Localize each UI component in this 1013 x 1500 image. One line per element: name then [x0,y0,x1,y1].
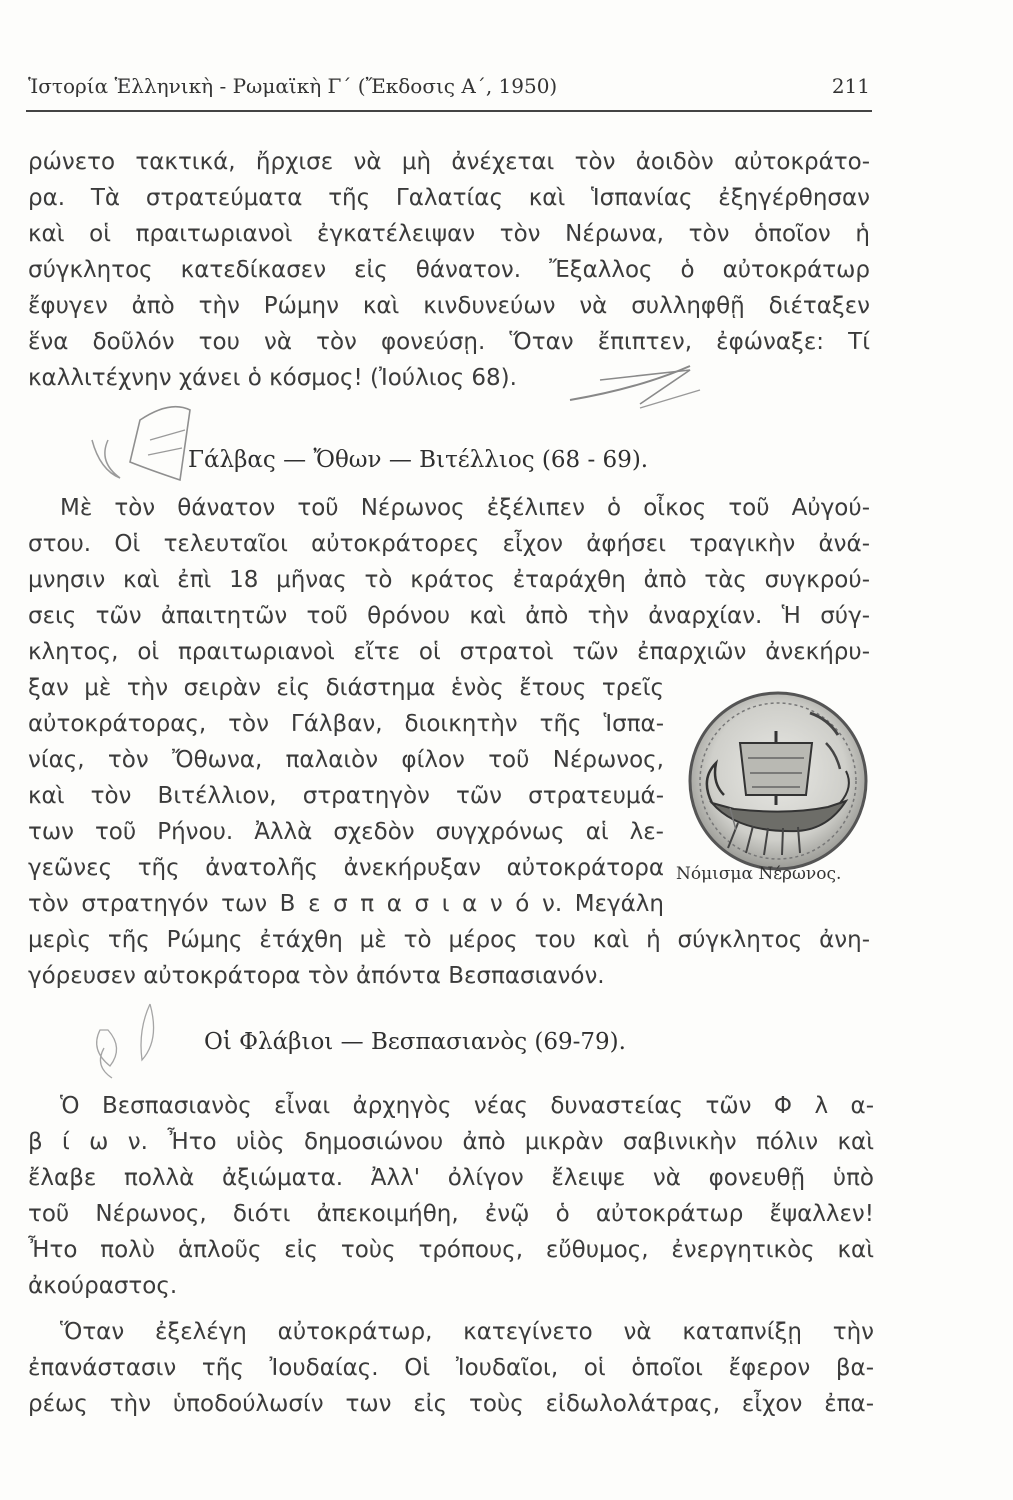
running-head-title: Ἱστορία Ἑλληνικὴ - Ρωμαϊκὴ Γ΄ (Ἔκδοσις Α΄, 1950) [28,74,558,98]
pencil-stroke [640,390,700,408]
text-line: ρώνετο τακτικά, ἤρχισε νὰ μὴ ἀνέχεται τὸν ἀοιδὸν αὐτοκράτο- [28,149,870,175]
text-line: καὶ τὸν Βιτέλλιον, στρατηγὸν τῶν στρατευμά- [28,783,664,809]
text-line: ἔλαβε πολλὰ ἀξιώματα. Ἀλλ' ὀλίγον ἔλειψε νὰ φονευθῇ ὑπὸ [28,1165,874,1191]
page-number: 211 [831,74,870,98]
pencil-stroke [97,1030,117,1078]
text-line: ἔφυγεν ἀπὸ τὴν Ρώμην καὶ κινδυνεύων νὰ συλληφθῇ διέταξεν [28,293,870,319]
text-line: ξαν μὲ τὴν σειρὰν εἰς διάστημα ἑνὸς ἔτους τρεῖς [28,675,664,701]
header-rule [26,110,872,112]
text-line: σύγκλητος κατεδίκασεν εἰς θάνατον. Ἔξαλλος ὁ αὐτοκράτωρ [28,257,870,283]
text-line: ἀκούραστος. [28,1273,178,1299]
text-line: ἐπανάστασιν τῆς Ἰουδαίας. Οἱ Ἰουδαῖοι, οἱ ὁποῖοι ἔφερον βα- [28,1355,874,1381]
text-line: τὸν στρατηγόν των Β ε σ π α σ ι α ν ό ν. Μεγάλη [28,891,664,917]
pencil-stroke [148,430,185,455]
text-line: στου. Οἱ τελευταῖοι αὐτοκράτορες εἶχον ἀφήσει τραγικὴν ἀνά- [28,531,870,557]
text-line: αὐτοκράτορας, τὸν Γάλβαν, διοικητὴν τῆς Ἱσπα- [28,711,664,737]
text-line: καλλιτέχνην χάνει ὁ κόσμος! (Ἰούλιος 68). [28,365,517,391]
text-line: ρα. Τὰ στρατεύματα τῆς Γαλατίας καὶ Ἱσπανίας ἐξηγέρθησαν [28,185,870,211]
text-line: ἕνα δοῦλόν του νὰ τὸν φονεύσῃ. Ὅταν ἔπιπτεν, ἐφώναξε: Τί [28,329,870,355]
section-heading-flavians: Οἱ Φλάβιοι — Βεσπασιανὸς (69-79). [204,1029,626,1055]
running-head [28,74,870,100]
text-line: γόρευσεν αὐτοκράτορα τὸν ἀπόντα Βεσπασιανόν. [28,963,605,989]
text-line: καὶ οἱ πραιτωριανοὶ ἐγκατέλειψαν τὸν Νέρωνα, τὸν ὁποῖον ἡ [28,221,870,247]
text-line: ρέως τὴν ὑποδούλωσίν των εἰς τοὺς εἰδωλολάτρας, εἶχον ἐπα- [28,1391,874,1417]
text-line: Ἦτο πολὺ ἁπλοῦς εἰς τοὺς τρόπους, εὔθυμος, ἐνεργητικὸς καὶ [28,1237,874,1263]
coin-caption: Νόμισμα Νέρωνος. [676,864,842,884]
pencil-stroke [570,366,690,400]
text-line: Μὲ τὸν θάνατον τοῦ Νέρωνος ἐξέλιπεν ὁ οἶκος τοῦ Αὐγού- [60,495,870,521]
pencil-stroke [130,407,190,480]
text-line: νίας, τὸν Ὄθωνα, παλαιὸν φίλον τοῦ Νέρωνος, [28,747,664,773]
text-line: Ὁ Βεσπασιανὸς εἶναι ἀρχηγὸς νέας δυναστείας τῶν Φ λ α- [60,1093,874,1119]
nero-coin-illustration [678,683,878,883]
text-line: β ί ω ν. Ἦτο υἱὸς δημοσιώνου ἀπὸ μικρὰν σαβινικὴν πόλιν καὶ [28,1129,874,1155]
text-line: τοῦ Νέρωνος, διότι ἀπεκοιμήθη, ἐνῷ ὁ αὐτοκράτωρ ἔψαλλεν! [28,1201,874,1227]
text-line: μερὶς τῆς Ρώμης ἐτάχθη μὲ τὸ μέρος του καὶ ἡ σύγκλητος ἀνη- [28,927,870,953]
section-heading-galba: Γάλβας — Ὄθων — Βιτέλλιος (68 - 69). [188,447,649,473]
pencil-stroke [141,1004,154,1060]
text-line: των τοῦ Ρήνου. Ἀλλὰ σχεδὸν συγχρόνως αἱ λε- [28,819,664,845]
text-line: κλητος, οἱ πραιτωριανοὶ εἴτε οἱ στρατοὶ τῶν ἐπαρχιῶν ἀνεκήρυ- [28,639,870,665]
text-line: μνησιν καὶ ἐπὶ 18 μῆνας τὸ κράτος ἐταράχθη ἀπὸ τὰς συγκρού- [28,567,870,593]
pencil-stroke [600,370,690,404]
text-line: γεῶνες τῆς ἀνατολῆς ἀνεκήρυξαν αὐτοκράτορα [28,855,664,881]
text-line: σεις τῶν ἀπαιτητῶν τοῦ θρόνου καὶ ἀπὸ τὴν ἀναρχίαν. Ἡ σύγ- [28,603,870,629]
text-line: Ὅταν ἐξελέγη αὐτοκράτωρ, κατεγίνετο νὰ καταπνίξῃ τὴν [60,1319,874,1345]
pencil-stroke [92,440,120,478]
